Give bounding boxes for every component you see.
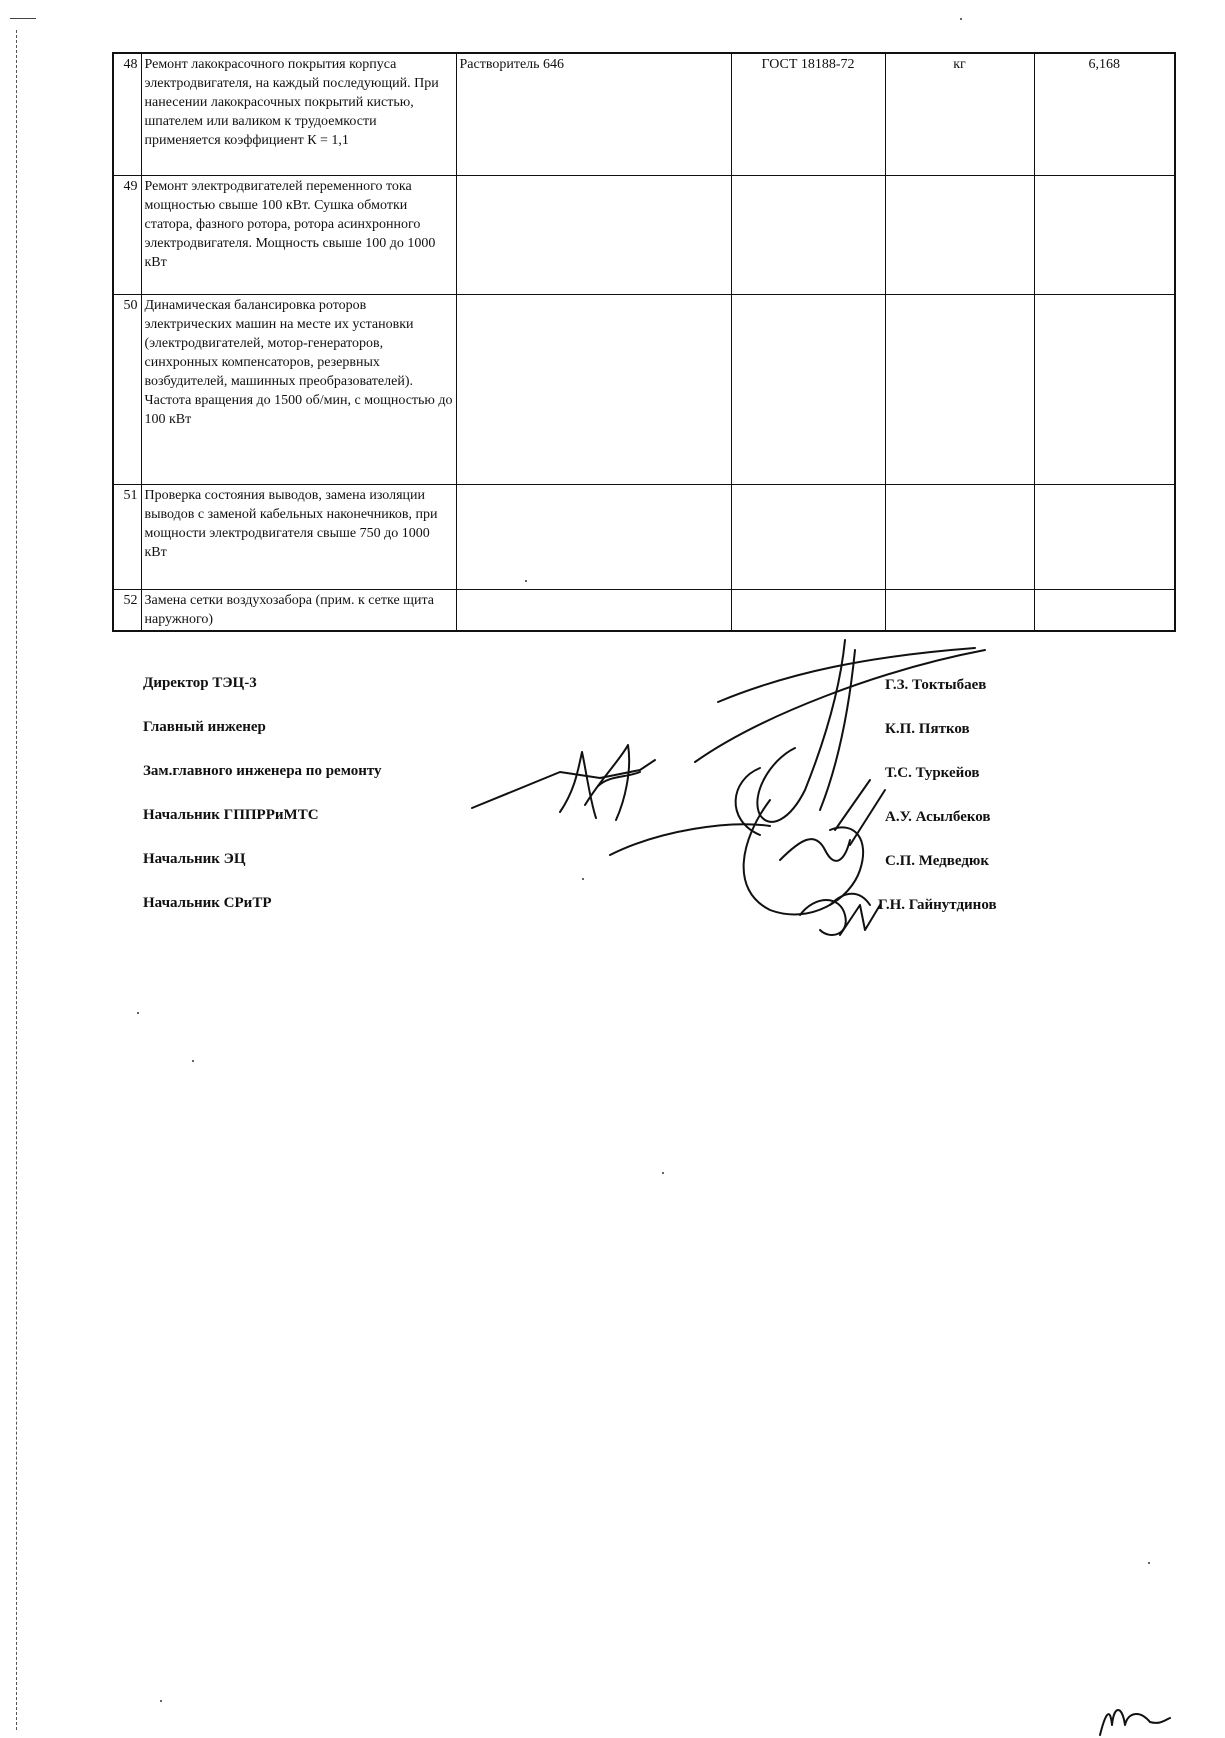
table-row [113,484,1175,589]
unit-of-measure [885,589,1034,631]
standard-code: ГОСТ 18188-72 [731,53,885,175]
work-description: Проверка состояния выводов, замена изоляции выводов с заменой кабельных наконечников, при мощности электродвигателя свыше 750 до 1000 кВт [141,484,456,589]
signature-row [143,851,1043,895]
material-name [456,294,731,484]
quantity-value [1034,175,1175,294]
standard-code [731,175,885,294]
scan-speck [1148,1562,1150,1564]
margin-tick [10,18,36,19]
signatory-position: Зам.главного инженера по ремонту [143,763,382,779]
table-row [113,53,1175,175]
unit-of-measure: кг [885,53,1034,175]
work-description: Динамическая балансировка роторов электрических машин на месте их установки (электродвигателей, мотор-генераторов, синхронных компенсаторов, резервных возбудителей, машинных преобразователей). Частота вращения до 1500 об/мин, с мощностью до 100 кВт [141,294,456,484]
signatory-name: Г.З. Токтыбаев [885,677,987,693]
signature-block [143,675,1043,939]
standard-code [731,294,885,484]
scan-speck [192,1060,194,1062]
table-row [113,175,1175,294]
signatory-position: Начальник ГППРРиМТС [143,807,319,823]
row-number: 49 [113,175,141,294]
signatory-position: Начальник СРиТР [143,895,272,911]
signatory-position: Директор ТЭЦ-3 [143,675,257,691]
unit-of-measure [885,294,1034,484]
scan-speck [137,1012,139,1014]
quantity-value [1034,484,1175,589]
standard-code [731,484,885,589]
unit-of-measure [885,175,1034,294]
signatory-position: Начальник ЭЦ [143,851,246,867]
work-description: Ремонт электродвигателей переменного тока мощностью свыше 100 кВт. Сушка обмотки статора, фазного ротора, ротора асинхронного электродвигателя. Мощность свыше 100 до 1000 кВт [141,175,456,294]
signatory-name: Г.Н. Гайнутдинов [878,897,997,913]
row-number: 51 [113,484,141,589]
material-name: Растворитель 646 [456,53,731,175]
signatory-name: С.П. Медведюк [885,853,990,869]
signature-row [143,675,1043,719]
signatory-name: К.П. Пятков [885,721,970,737]
quantity-value [1034,589,1175,631]
unit-of-measure [885,484,1034,589]
binding-margin-line [16,30,17,1730]
works-table [112,52,1176,632]
signature-row [143,807,1043,851]
scan-speck [662,1172,664,1174]
scan-speck [960,18,962,20]
signatory-name: Т.С. Туркейов [885,765,980,781]
signatory-position: Главный инженер [143,719,266,735]
row-number: 48 [113,53,141,175]
work-description: Замена сетки воздухозабора (прим. к сетке щита наружного) [141,589,456,631]
table-row [113,589,1175,631]
row-number: 52 [113,589,141,631]
scan-speck [582,878,584,880]
signature-row [143,719,1043,763]
work-description: Ремонт лакокрасочного покрытия корпуса электродвигателя, на каждый последующий. При нанесении лакокрасочных покрытий кистью, шпателем или валиком к трудоемкости применяется коэффициент К = 1,1 [141,53,456,175]
material-name [456,175,731,294]
signatory-name: А.У. Асылбеков [885,809,991,825]
quantity-value: 6,168 [1034,53,1175,175]
scan-speck [160,1700,162,1702]
quantity-value [1034,294,1175,484]
table-row [113,294,1175,484]
material-name [456,484,731,589]
row-number: 50 [113,294,141,484]
signature-row [143,895,1043,939]
standard-code [731,589,885,631]
scan-speck [525,580,527,582]
material-name [456,589,731,631]
signature-row [143,763,1043,807]
